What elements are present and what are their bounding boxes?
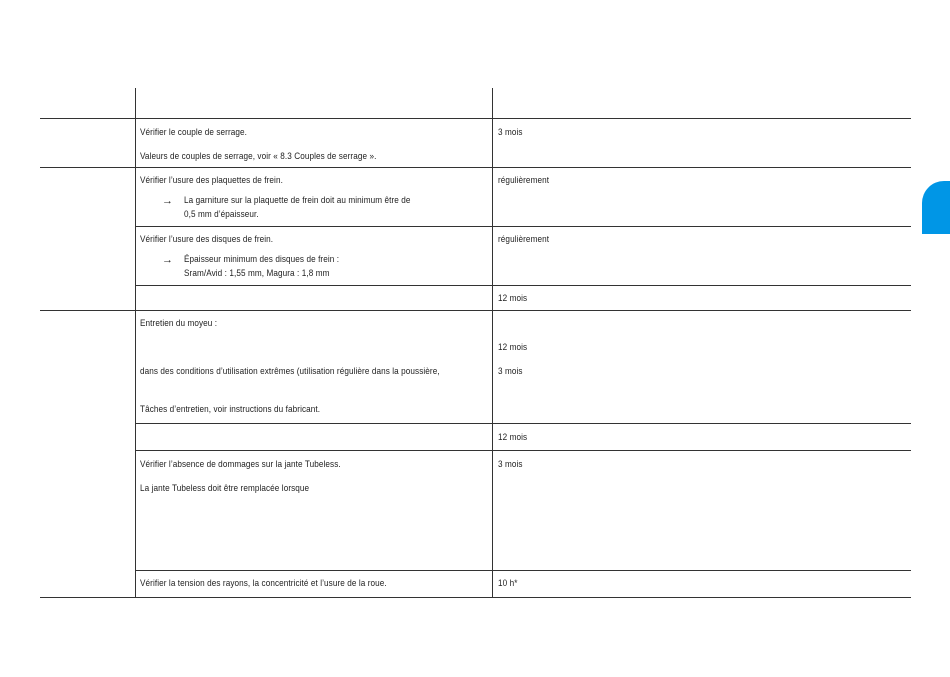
interval-text: régulièrement [498, 234, 550, 245]
interval-text: 3 mois [498, 366, 523, 377]
row-divider [135, 570, 911, 571]
interval-text: 3 mois [498, 127, 523, 138]
row-divider [135, 423, 911, 424]
task-text: Vérifier l’usure des disques de frein. [140, 234, 274, 245]
task-text: dans des conditions d’utilisation extrêmes (utilisation régulière dans la poussière, [140, 366, 440, 377]
row-divider [40, 167, 911, 168]
row-divider [135, 450, 911, 451]
row-divider [135, 285, 911, 286]
interval-text: régulièrement [498, 175, 550, 186]
row-divider [40, 310, 911, 311]
row-divider [135, 226, 911, 227]
interval-text: 3 mois [498, 459, 523, 470]
interval-text: 12 mois [498, 432, 528, 443]
table-bottom-border [40, 597, 911, 598]
column-divider-1 [135, 88, 136, 598]
task-text: Tâches d’entretien, voir instructions du fabricant. [140, 404, 321, 415]
task-text: La jante Tubeless doit être remplacée lorsque [140, 483, 310, 494]
interval-text: 12 mois [498, 342, 528, 353]
task-text: Entretien du moyeu : [140, 318, 218, 329]
bullet-text: 0,5 mm d’épaisseur. [184, 209, 259, 220]
chapter-tab [922, 181, 950, 234]
interval-text: 12 mois [498, 293, 528, 304]
arrow-icon: → [162, 195, 173, 207]
task-text: Vérifier la tension des rayons, la concentricité et l’usure de la roue. [140, 578, 387, 589]
task-text: Vérifier l’absence de dommages sur la jante Tubeless. [140, 459, 341, 470]
task-text: Vérifier l’usure des plaquettes de frein. [140, 175, 283, 186]
interval-text: 10 h* [498, 578, 518, 589]
task-text: Valeurs de couples de serrage, voir « 8.3 Couples de serrage ». [140, 151, 377, 162]
column-divider-2 [492, 88, 493, 598]
arrow-icon: → [162, 254, 173, 266]
bullet-text: Sram/Avid : 1,55 mm, Magura : 1,8 mm [184, 268, 330, 279]
bullet-text: La garniture sur la plaquette de frein doit au minimum être de [184, 195, 411, 206]
task-text: Vérifier le couple de serrage. [140, 127, 248, 138]
row-divider [40, 118, 911, 119]
bullet-text: Épaisseur minimum des disques de frein : [184, 254, 340, 265]
